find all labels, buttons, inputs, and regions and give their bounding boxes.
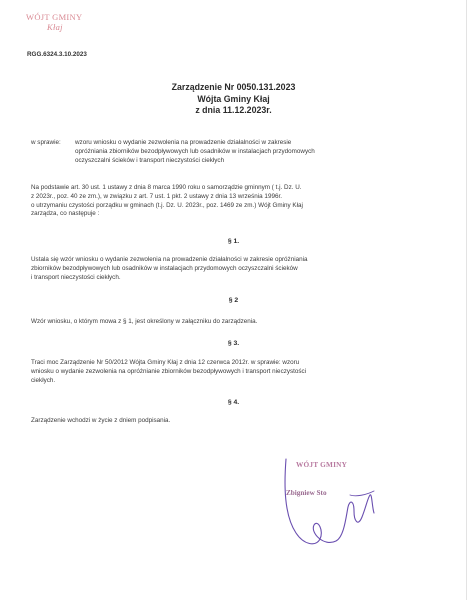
legal-basis-line-1: Na podstawie art. 30 ust. 1 ustawy z dnia 8 marca 1990 roku o samorządzie gminnym ( t.j. Dz. U. [31,184,302,191]
section-1-heading: § 1. [227,238,240,245]
subject-line-2: opróżniania zbiorników bezodpływowych lub osadników w instalacjach przydomowych [75,147,315,155]
section-3-line-2: wniosku o wydanie zezwolenia na opróżnianie zbiorników bezodpływowych i transport nieczystości [31,367,307,375]
header-stamp-line1: WÓJT GMINY [26,12,83,22]
section-1-line-1: Ustala się wzór wniosku o wydanie zezwolenia na prowadzenie działalności w zakresie opróżniania [31,256,308,263]
subject-label: w sprawie: [31,139,61,146]
document-number: RGG.6324.3.10.2023 [27,51,87,58]
subject-line-3: oczyszczalni ścieków i transport nieczystości ciekłych [75,156,225,164]
section-3-line-1: Traci moc Zarządzenie Nr 50/2012 Wójta Gminy Kłaj z dnia 12 czerwca 2012r. w sprawie: wzoru [31,359,300,366]
legal-basis-line-2: z 2023r., poz. 40 ze zm.), w związku z art. 7 ust. 1 pkt. 2 ustawy z dnia 13 września 1996r. [31,192,282,200]
section-3-line-3: ciekłych. [31,376,56,384]
signature-block [274,455,424,550]
signature-stamp-line2: Zbigniew Sto [286,489,327,497]
section-1-line-2: zbiorników bezodpływowych lub osadników w instalacjach przydomowych oczyszczalni ścieków [31,264,298,272]
section-3-heading: § 3. [227,340,240,347]
section-4-text [31,417,441,426]
subject-line-1: wzoru wniosku o wydanie zezwolenia na prowadzenie działalności w zakresie [75,139,292,146]
section-4-heading: § 4. [227,399,240,406]
header-stamp-line2: Kłaj [47,22,63,32]
section-1-text [31,256,441,282]
section-2-line-1: Wzór wniosku, o którym mowa z § 1, jest określony w załączniku do zarządzenia. [31,318,258,325]
title-line-1: Zarządzenie Nr 0050.131.2023 [171,82,296,92]
section-4-line-1: Zarządzenie wchodzi w życie z dniem podpisania. [31,417,171,424]
legal-basis-line-3: o utrzymaniu czystości porządku w gminach (t.j. Dz. U. 2023r., poz. 1469 ze zm.) Wójt Gminy Kłaj [31,201,303,209]
subject-text [75,139,395,165]
section-1-line-3: i transport nieczystości ciekłych. [31,273,121,281]
legal-basis-line-4: zarządza, co następuje : [31,210,100,218]
document-title [0,82,467,117]
title-line-2: Wójta Gminy Kłaj [197,93,270,104]
handwritten-signature-icon [274,455,424,550]
title-line-3: z dnia 11.12.2023r. [195,105,272,115]
legal-basis [31,184,439,219]
signature-stamp-line1: WÓJT GMINY [296,460,348,469]
section-2-text [31,318,441,327]
section-3-text [31,359,441,385]
section-2-heading: § 2 [228,297,239,304]
header-stamp [26,12,82,32]
